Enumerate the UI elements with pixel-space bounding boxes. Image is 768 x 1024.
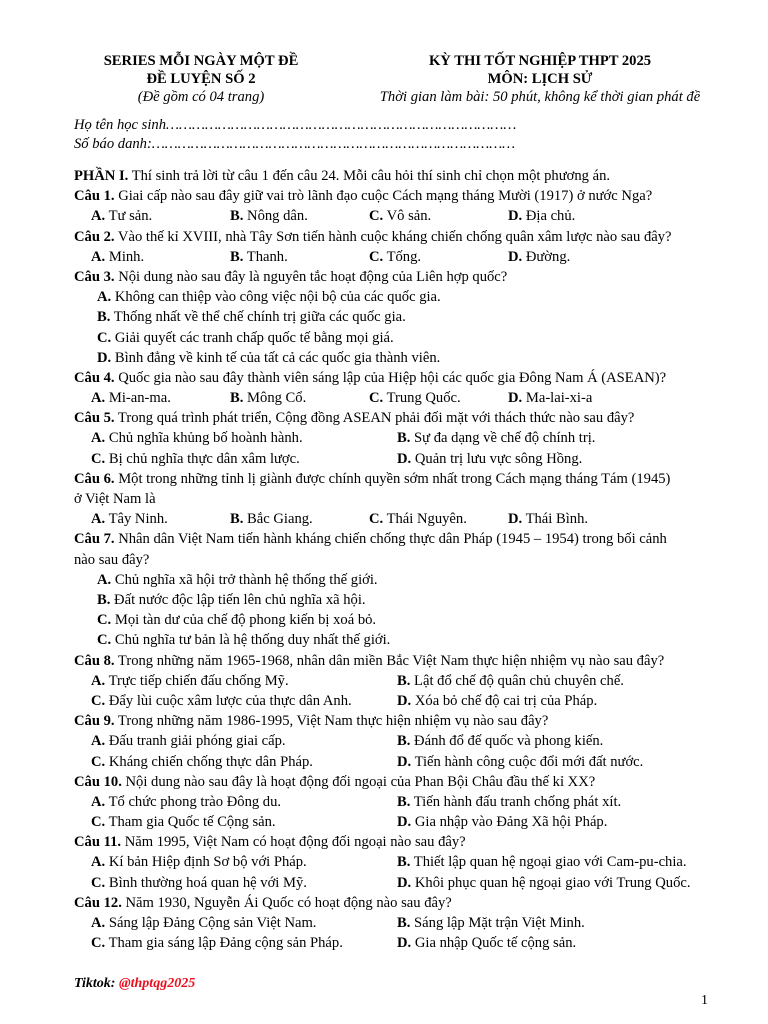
options-row: [74, 206, 744, 226]
exam-title: KỲ THI TỐT NGHIỆP THPT 2025: [428, 53, 652, 69]
question-text: Nội dung nào sau đây là hoạt động đối ngoại của Phan Bội Châu đầu thế kỉ XX?: [121, 773, 596, 790]
options-row: [74, 812, 744, 832]
option-text: Sự đa dạng về chế độ chính trị.: [414, 430, 596, 447]
option-letter: B.: [97, 309, 111, 326]
answer-option[interactable]: [91, 752, 397, 772]
answer-option[interactable]: [397, 913, 585, 933]
option-text: Gia nhập Quốc tế cộng sản.: [414, 935, 577, 952]
option-text: Tham gia sáng lập Đảng cộng sản Pháp.: [108, 935, 343, 952]
answer-option[interactable]: [508, 388, 592, 408]
options-row: [74, 287, 744, 307]
option-letter: B.: [230, 390, 244, 407]
option-letter: D.: [397, 692, 412, 709]
option-letter: D.: [397, 753, 412, 770]
question-stem: [74, 186, 744, 206]
option-letter: D.: [397, 814, 412, 831]
option-letter: B.: [97, 592, 111, 608]
option-letter: D.: [508, 208, 523, 225]
option-letter: C.: [97, 612, 112, 629]
question-number: Câu 12.: [74, 894, 122, 911]
exam-number: ĐỀ LUYỆN SỐ 2: [146, 71, 256, 87]
option-letter: C.: [369, 208, 384, 225]
option-text: Đánh đổ đế quốc và phong kiến.: [414, 733, 604, 750]
question-text: Nội dung nào sau đây là nguyên tắc hoạt động của Liên hợp quốc?: [114, 268, 508, 285]
answer-option[interactable]: [97, 328, 394, 348]
answer-option[interactable]: [97, 287, 441, 307]
answer-option[interactable]: [397, 449, 582, 469]
option-text: Bình thường hoá quan hệ với Mỹ.: [108, 874, 307, 891]
question-stem: [74, 227, 744, 247]
option-letter: B.: [397, 672, 411, 689]
option-letter: B.: [230, 511, 244, 528]
option-letter: C.: [91, 935, 106, 952]
option-letter: C.: [97, 329, 112, 346]
option-letter: D.: [508, 511, 523, 528]
answer-option[interactable]: [91, 691, 397, 711]
answer-option[interactable]: [97, 630, 390, 650]
option-text: Đẩy lùi cuộc xâm lược của thực dân Anh.: [108, 692, 352, 709]
question-7: [74, 529, 744, 650]
option-text: Minh.: [108, 248, 145, 265]
option-text: Thanh.: [246, 248, 288, 265]
answer-option[interactable]: [397, 752, 643, 772]
student-info: [74, 116, 516, 154]
question-number: Câu 9.: [74, 713, 115, 730]
options-row: [74, 307, 744, 327]
option-letter: A.: [91, 733, 106, 750]
option-letter: B.: [397, 430, 411, 447]
answer-option[interactable]: [397, 428, 595, 448]
series-title: SERIES MỖI NGÀY MỘT ĐỀ: [103, 53, 299, 69]
tiktok-handle[interactable]: @thptqg2025: [118, 976, 196, 991]
question-text: Trong quá trình phát triển, Cộng đồng ASEAN phải đối mặt với thách thức nào sau đây?: [114, 410, 635, 427]
answer-option[interactable]: [91, 247, 230, 267]
question-10: [74, 772, 744, 833]
answer-option[interactable]: [91, 913, 397, 933]
question-stem: [74, 893, 744, 913]
option-letter: D.: [508, 248, 523, 265]
answer-option[interactable]: [91, 388, 230, 408]
part-instruction: [74, 166, 744, 186]
option-text: Tiến hành công cuộc đổi mới đất nước.: [414, 753, 644, 770]
option-text: Lật đổ chế độ quân chủ chuyên chế.: [414, 672, 624, 689]
option-letter: A.: [91, 672, 106, 689]
question-number: Câu 5.: [74, 410, 115, 427]
exam-header-left: [66, 52, 336, 106]
option-letter: D.: [508, 390, 523, 407]
option-text: Xóa bỏ chế độ cai trị của Pháp.: [414, 692, 598, 709]
page-number: 1: [701, 993, 708, 1008]
answer-option[interactable]: [369, 247, 508, 267]
options-row: [74, 570, 744, 590]
answer-option[interactable]: [230, 206, 369, 226]
option-letter: A.: [91, 390, 106, 407]
question-number: Câu 1.: [74, 188, 115, 205]
answer-option[interactable]: [397, 933, 576, 953]
option-text: Vô sản.: [386, 208, 432, 225]
answer-option[interactable]: [97, 307, 406, 327]
options-row: [74, 247, 744, 267]
options-row: [74, 630, 744, 650]
question-12: [74, 893, 744, 954]
option-text: Thái Bình.: [525, 511, 589, 528]
option-text: Kí bản Hiệp định Sơ bộ với Pháp.: [108, 854, 307, 871]
option-letter: A.: [91, 208, 106, 225]
answer-option[interactable]: [91, 731, 397, 751]
option-letter: B.: [397, 854, 411, 871]
option-letter: A.: [91, 248, 106, 265]
option-letter: B.: [397, 793, 411, 810]
exam-header-right: [340, 52, 740, 106]
answer-option[interactable]: [91, 873, 397, 893]
options-row: [74, 671, 744, 691]
question-text: Quốc gia nào sau đây thành viên sáng lập của Hiệp hội các quốc gia Đông Nam Á (ASEAN)?: [114, 369, 667, 386]
option-letter: B.: [230, 208, 244, 225]
option-text: Thái Nguyên.: [386, 511, 467, 528]
option-text: Kháng chiến chống thực dân Pháp.: [108, 753, 313, 770]
option-text: Chủ nghĩa tư bản là hệ thống duy nhất thế giới.: [114, 632, 391, 649]
question-stem: [74, 832, 744, 852]
answer-option[interactable]: [508, 509, 588, 529]
option-letter: C.: [91, 874, 106, 891]
answer-option[interactable]: [397, 691, 597, 711]
answer-option[interactable]: [397, 812, 607, 832]
option-letter: A.: [91, 915, 106, 932]
question-stem: [74, 469, 674, 509]
option-text: Chủ nghĩa xã hội trở thành hệ thống thế giới.: [114, 571, 378, 588]
option-text: Tiến hành đấu tranh chống phát xít.: [413, 793, 622, 810]
options-row: [74, 449, 744, 469]
part-label: PHẦN I.: [74, 168, 129, 184]
student-name-line: Họ tên học sinh………………………………………………………………………: [74, 117, 517, 133]
options-row: [74, 590, 744, 610]
option-text: Trung Quốc.: [386, 390, 461, 407]
option-letter: C.: [97, 632, 112, 649]
option-letter: B.: [397, 733, 411, 750]
option-text: Chủ nghĩa khủng bố hoành hành.: [108, 430, 303, 447]
question-number: Câu 11.: [74, 834, 122, 851]
question-text: Trong những năm 1986-1995, Việt Nam thực hiện nhiệm vụ nào sau đây?: [114, 713, 549, 730]
option-text: Ma-lai-xi-a: [525, 390, 593, 407]
answer-option[interactable]: [91, 852, 397, 872]
exam-content: [74, 166, 744, 953]
option-letter: A.: [97, 289, 112, 306]
answer-option[interactable]: [230, 388, 369, 408]
answer-option[interactable]: [91, 933, 397, 953]
question-list: [74, 186, 744, 953]
question-stem: [74, 651, 694, 671]
question-number: Câu 2.: [74, 228, 115, 245]
options-row: [74, 388, 744, 408]
subject-title: MÔN: LỊCH SỬ: [487, 71, 593, 87]
question-stem: [74, 368, 744, 388]
options-row: [74, 792, 744, 812]
answer-option[interactable]: [397, 671, 624, 691]
question-text: Giai cấp nào sau đây giữ vai trò lãnh đạo cuộc Cách mạng tháng Mười (1917) ở nước Nga?: [114, 188, 653, 205]
option-text: Tống.: [386, 248, 422, 265]
footer: [74, 976, 195, 992]
question-5: [74, 408, 744, 469]
option-letter: D.: [397, 874, 412, 891]
option-text: Sáng lập Đảng Cộng sản Việt Nam.: [108, 915, 317, 932]
option-text: Trực tiếp chiến đấu chống Mỹ.: [108, 672, 289, 689]
options-row: [74, 610, 744, 630]
option-text: Đường.: [525, 248, 571, 265]
option-text: Thiết lập quan hệ ngoại giao với Cam-pu-chia.: [413, 854, 687, 871]
option-text: Bắc Giang.: [247, 511, 313, 528]
answer-option[interactable]: [508, 247, 570, 267]
answer-option[interactable]: [508, 206, 575, 226]
question-number: Câu 4.: [74, 369, 115, 386]
option-letter: C.: [91, 753, 106, 770]
question-number: Câu 6.: [74, 470, 115, 487]
answer-option[interactable]: [369, 206, 508, 226]
options-row: [74, 691, 744, 711]
option-letter: D.: [397, 935, 412, 952]
options-row: [74, 933, 744, 953]
option-text: Tây Ninh.: [108, 511, 168, 528]
option-letter: C.: [369, 511, 384, 528]
options-row: [74, 873, 744, 893]
answer-option[interactable]: [397, 852, 687, 872]
question-3: [74, 267, 744, 368]
question-11: [74, 832, 744, 893]
option-text: Quản trị lưu vực sông Hồng.: [414, 450, 583, 467]
option-text: Không can thiệp vào công việc nội bộ của các quốc gia.: [114, 289, 441, 306]
option-text: Sáng lập Mặt trận Việt Minh.: [414, 915, 585, 932]
option-text: Đấu tranh giải phóng giai cấp.: [108, 733, 286, 750]
question-6: [74, 469, 744, 530]
option-letter: C.: [369, 390, 384, 407]
option-letter: A.: [97, 571, 112, 588]
question-stem: [74, 711, 744, 731]
answer-option[interactable]: [369, 509, 508, 529]
answer-option[interactable]: [91, 206, 230, 226]
question-8: [74, 651, 744, 712]
option-letter: B.: [397, 915, 411, 932]
option-text: Địa chủ.: [525, 208, 576, 225]
question-9: [74, 711, 744, 772]
option-letter: A.: [91, 430, 106, 447]
option-text: Mi-an-ma.: [108, 390, 171, 407]
options-row: [74, 913, 744, 933]
answer-option[interactable]: [91, 449, 397, 469]
options-row: [74, 509, 744, 529]
option-text: Mông Cổ.: [247, 390, 307, 407]
answer-option[interactable]: [369, 388, 508, 408]
question-text: Vào thế kỉ XVIII, nhà Tây Sơn tiến hành cuộc kháng chiến chống quân xâm lược nào sau đây?: [114, 228, 672, 245]
option-letter: C.: [369, 248, 384, 265]
question-text: Trong những năm 1965-1968, nhân dân miền Bắc Việt Nam thực hiện nhiệm vụ nào sau đây?: [114, 652, 665, 669]
pages-note: (Đề gồm có 04 trang): [137, 89, 265, 105]
option-text: Đất nước độc lập tiến lên chủ nghĩa xã hội.: [114, 592, 366, 608]
option-text: Nông dân.: [247, 208, 308, 225]
answer-option[interactable]: [91, 812, 397, 832]
student-id-line: Số báo danh:…………………………………………………………………………: [74, 136, 516, 152]
question-number: Câu 7.: [74, 531, 115, 548]
footer-label: Tiktok:: [74, 976, 119, 991]
options-row: [74, 428, 744, 448]
answer-option[interactable]: [97, 590, 366, 610]
option-text: Bình đẳng về kinh tế của tất cả các quốc gia thành viên.: [114, 349, 441, 366]
question-number: Câu 8.: [74, 652, 115, 669]
option-text: Giải quyết các tranh chấp quốc tế bằng mọi giá.: [114, 329, 394, 346]
answer-option[interactable]: [91, 428, 397, 448]
option-text: Mọi tàn dư của chế độ phong kiến bị xoá bỏ.: [114, 612, 377, 629]
option-letter: A.: [91, 511, 106, 528]
answer-option[interactable]: [397, 792, 621, 812]
question-number: Câu 3.: [74, 268, 115, 285]
answer-option[interactable]: [397, 873, 691, 893]
part-text: Thí sinh trả lời từ câu 1 đến câu 24. Mỗi câu hỏi thí sinh chỉ chọn một phương án.: [128, 168, 611, 184]
options-row: [74, 852, 744, 872]
question-4: [74, 368, 744, 408]
question-stem: [74, 772, 744, 792]
question-text: Một trong những tỉnh lị giành được chính quyền sớm nhất trong Cách mạng tháng Tám (1945) ở Việt Nam là: [74, 470, 671, 508]
answer-option[interactable]: [230, 509, 369, 529]
option-letter: D.: [97, 349, 112, 366]
option-text: Bị chủ nghĩa thực dân xâm lược.: [108, 450, 300, 467]
answer-option[interactable]: [91, 509, 230, 529]
option-letter: C.: [91, 692, 106, 709]
answer-option[interactable]: [97, 570, 378, 590]
option-text: Tổ chức phong trào Đông du.: [108, 793, 282, 810]
option-text: Tham gia Quốc tế Cộng sản.: [108, 814, 276, 831]
options-row: [74, 328, 744, 348]
option-letter: A.: [91, 793, 106, 810]
option-letter: D.: [397, 450, 412, 467]
answer-option[interactable]: [97, 610, 376, 630]
options-row: [74, 348, 744, 368]
question-text: Năm 1995, Việt Nam có hoạt động đối ngoại nào sau đây?: [121, 834, 466, 851]
answer-option[interactable]: [97, 348, 440, 368]
option-text: Gia nhập vào Đảng Xã hội Pháp.: [414, 814, 608, 831]
time-note: Thời gian làm bài: 50 phút, không kể thời gian phát đề: [379, 89, 701, 105]
question-1: [74, 186, 744, 226]
question-number: Câu 10.: [74, 773, 122, 790]
answer-option[interactable]: [230, 247, 369, 267]
option-text: Thống nhất về thể chế chính trị giữa các quốc gia.: [113, 309, 406, 326]
question-2: [74, 227, 744, 267]
answer-option[interactable]: [397, 731, 603, 751]
question-text: Nhân dân Việt Nam tiến hành kháng chiến chống thực dân Pháp (1945 – 1954) trong bối cảnh nào sau đây?: [74, 531, 667, 568]
option-text: Khôi phục quan hệ ngoại giao với Trung Quốc.: [414, 874, 691, 891]
option-text: Tư sản.: [108, 208, 153, 225]
options-row: [74, 731, 744, 751]
answer-option[interactable]: [91, 792, 397, 812]
option-letter: C.: [91, 814, 106, 831]
option-letter: A.: [91, 854, 106, 871]
answer-option[interactable]: [91, 671, 397, 691]
question-stem: [74, 529, 679, 569]
question-text: Năm 1930, Nguyễn Ái Quốc có hoạt động nào sau đây?: [121, 894, 452, 911]
question-stem: [74, 267, 744, 287]
option-letter: C.: [91, 450, 106, 467]
options-row: [74, 752, 744, 772]
option-letter: B.: [230, 248, 244, 265]
question-stem: [74, 408, 744, 428]
